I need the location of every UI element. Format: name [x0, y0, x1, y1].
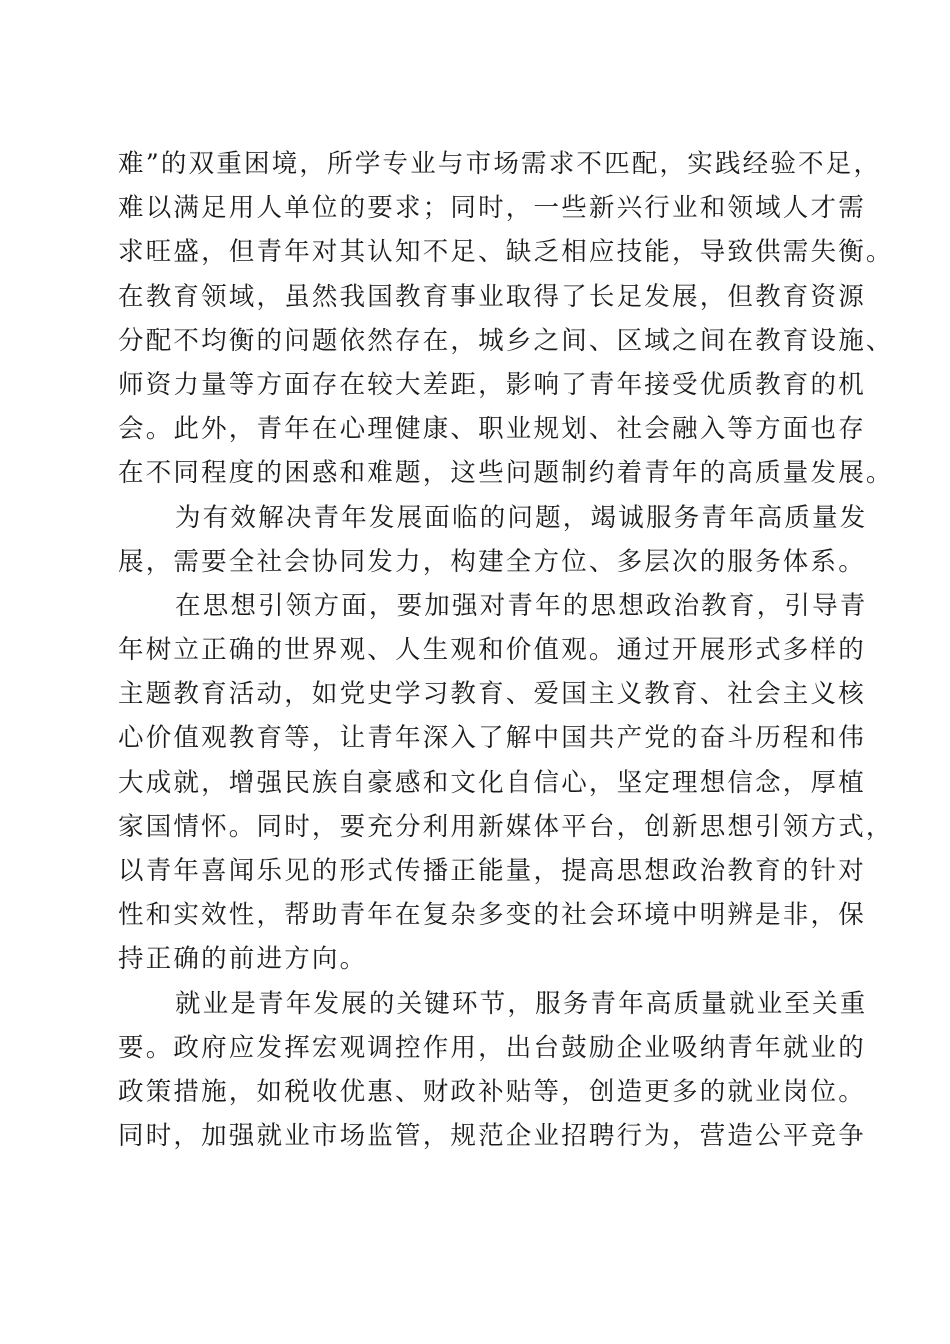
text-line: 要。政府应发挥宏观调控作用，出台鼓励企业吸纳青年就业的: [118, 1032, 866, 1063]
text-line: 家国情怀。同时，要充分利用新媒体平台，创新思想引领方式，: [118, 811, 894, 842]
paragraph-first-line: 在思想引领方面，要加强对青年的思想政治教育，引导青: [175, 590, 868, 621]
text-line: 在不同程度的困惑和难题，这些问题制约着青年的高质量发展。: [118, 458, 894, 489]
text-line: 师资力量等方面存在较大差距，影响了青年接受优质教育的机: [118, 369, 866, 400]
paragraph-first-line: 为有效解决青年发展面临的问题，竭诚服务青年高质量发: [175, 502, 868, 533]
text-line: 难”的双重困境，所学专业与市场需求不匹配，实践经验不足，: [118, 149, 882, 179]
text-line: 政策措施，如税收优惠、财政补贴等，创造更多的就业岗位。: [118, 1076, 866, 1107]
text-line: 会。此外，青年在心理健康、职业规划、社会融入等方面也存: [118, 414, 866, 445]
text-line: 难以满足用人单位的要求；同时，一些新兴行业和领域人才需: [118, 193, 866, 224]
text-line: 大成就，增强民族自豪感和文化自信心，坚定理想信念，厚植: [118, 767, 866, 798]
text-line: 展，需要全社会协同发力，构建全方位、多层次的服务体系。: [118, 546, 866, 577]
text-line: 心价值观教育等，让青年深入了解中国共产党的奋斗历程和伟: [118, 723, 866, 754]
body-text: [118, 142, 894, 1158]
text-line: 分配不均衡的问题依然存在，城乡之间、区域之间在教育设施、: [118, 325, 894, 356]
text-line: 年树立正确的世界观、人生观和价值观。通过开展形式多样的: [118, 635, 866, 666]
paragraph-first-line: 就业是青年发展的关键环节，服务青年高质量就业至关重: [175, 988, 868, 1019]
text-line: 在教育领域，虽然我国教育事业取得了长足发展，但教育资源: [118, 281, 866, 312]
text-line: 同时，加强就业市场监管，规范企业招聘行为，营造公平竞争: [118, 1121, 866, 1152]
text-line: 性和实效性，帮助青年在复杂多变的社会环境中明辨是非，保: [118, 900, 866, 931]
text-line: 主题教育活动，如党史学习教育、爱国主义教育、社会主义核: [118, 679, 866, 710]
text-line: 持正确的前进方向。: [118, 944, 368, 975]
text-line: 以青年喜闻乐见的形式传播正能量，提高思想政治教育的针对: [118, 856, 866, 886]
text-line: 求旺盛，但青年对其认知不足、缺乏相应技能，导致供需失衡。: [118, 237, 894, 268]
